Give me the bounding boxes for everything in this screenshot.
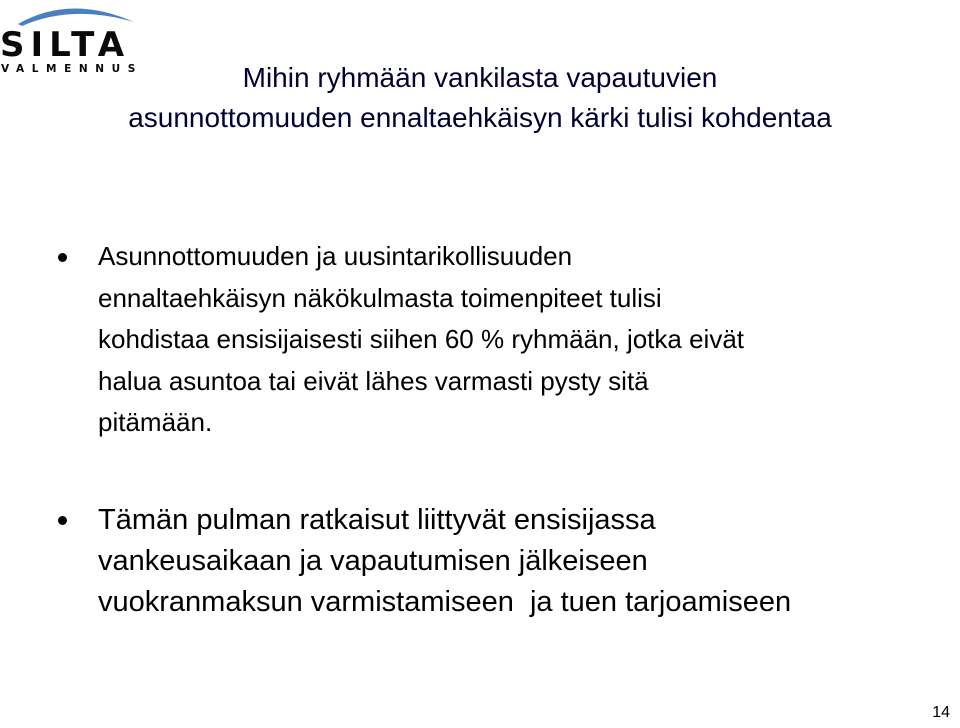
logo-tagline: VALMENNUS: [1, 63, 143, 75]
bullet-dot-icon: [58, 516, 67, 525]
bullet-text-2: [98, 500, 948, 623]
bullet-1-line: pitämään.: [98, 407, 213, 437]
slide-title: [0, 58, 960, 138]
bullet-dot-icon: [58, 253, 67, 262]
slide-title-line-1: Mihin ryhmään vankilasta vapautuvien: [242, 62, 718, 93]
bullet-1-line: kohdistaa ensisijaisesti siihen 60 % ryhmään, jotka eivät: [98, 324, 745, 354]
bullet-1-line: Asunnottomuuden ja uusintarikollisuuden: [98, 241, 573, 271]
bullet-2-line: vankeusaikaan ja vapautumisen jälkeiseen: [98, 545, 648, 577]
bullet-2-line: vuokranmaksun varmistamiseen ja tuen tarjoamiseen: [98, 586, 792, 618]
bullet-2-line: Tämän pulman ratkaisut liittyvät ensisijassa: [98, 504, 656, 536]
bullet-1-line: ennaltaehkäisyn näkökulmasta toimenpiteet tulisi: [98, 282, 662, 313]
logo-swoosh: [18, 8, 134, 26]
bullet-1-line: halua asuntoa tai eivät lähes varmasti pysty sitä: [98, 365, 649, 396]
slide-title-line-2: asunnottomuuden ennaltaehkäisyn kärki tulisi kohdentaa: [128, 102, 832, 133]
bullet-text-1: [98, 236, 948, 444]
logo-wordmark: SILTA: [0, 25, 131, 65]
page-number: 14: [932, 704, 950, 721]
